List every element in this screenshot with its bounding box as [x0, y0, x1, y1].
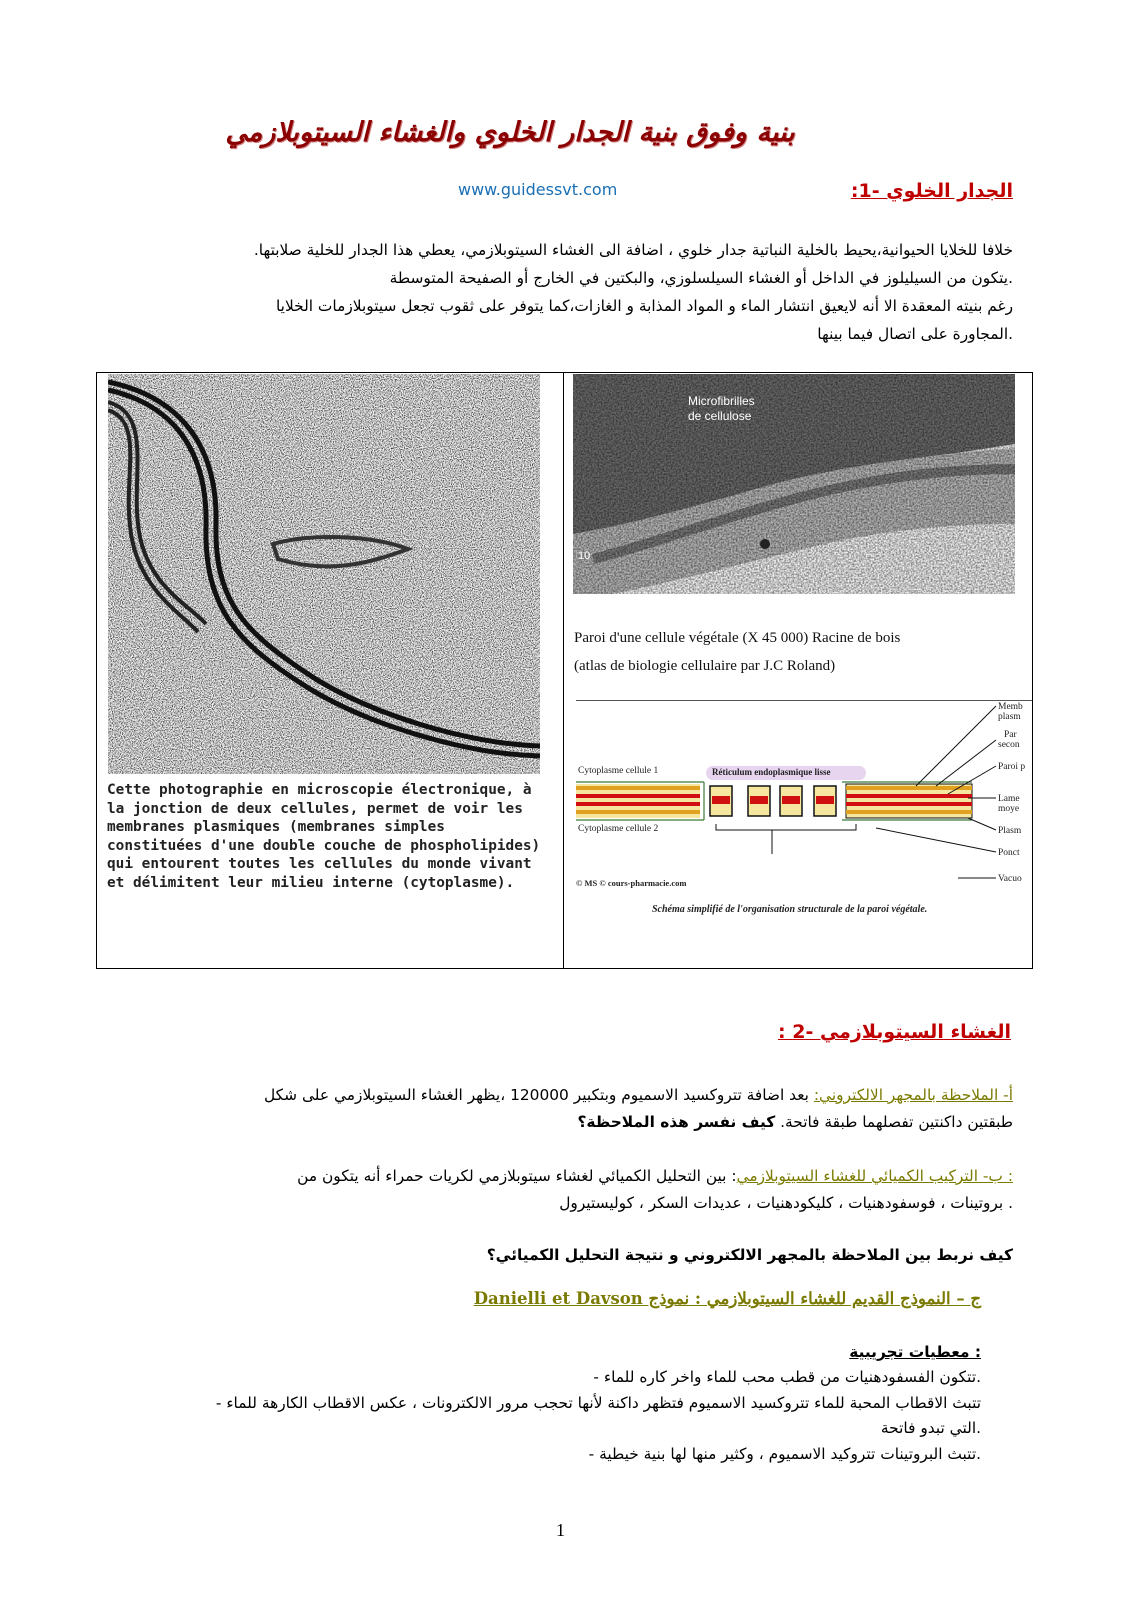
- right-label: Par: [1004, 730, 1017, 740]
- right-label: Plasm: [998, 826, 1022, 836]
- page-title: بنية وفوق بنية الجدار الخلوي والغشاء السيتوبلازمي: [225, 117, 795, 148]
- micro2-caption-line: (atlas de biologie cellulaire par J.C Roland): [574, 658, 836, 674]
- micro2-caption-line: Paroi d'une cellule végétale (X 45 000) Racine de bois: [574, 630, 901, 646]
- data-line: .التي تبدو فاتحة: [880, 1419, 981, 1437]
- wall-segment-left: [576, 784, 700, 818]
- micro2-label-line: de cellulose: [688, 409, 752, 423]
- right-label: Vacuo: [998, 874, 1022, 884]
- website-link[interactable]: www.guidessvt.com: [458, 180, 618, 199]
- composition-paragraph: [190, 1163, 1013, 1217]
- page-number: 1: [556, 1520, 565, 1540]
- section1-line: .يتكون من السيليلوز في الداخل أو الغشاء السيلسلوزي، والبكتين في الخارج أو الصفيحة المتوسطة: [389, 269, 1013, 287]
- figure-divider: [563, 372, 564, 969]
- data-line: .تتبث البروتينات تتروكيد الاسميوم ، وكثير منها لها بنية خيطية -: [588, 1444, 981, 1463]
- right-label: Ponct: [998, 848, 1020, 858]
- section1-line: .المجاورة على اتصال فيما بينها: [817, 325, 1013, 343]
- right-label: Lame: [998, 794, 1020, 804]
- data-line: تتبث الاقطاب المحبة للماء تتروكسيد الاسميوم فتظهر داكنة لأنها تحجب مرور الالكترونات ، عكس الاقطاب الكارهة للماء -: [215, 1393, 981, 1412]
- section1-line: خلافا للخلايا الحيوانية،يحيط بالخلية النباتية جدار خلوي ، اضافة الى الغشاء السيتوبلازمي، يعطي هذا الجدار للخلية صلابتها.: [253, 241, 1013, 259]
- composition-label: : ب- التركيب الكميائي للغشاء السيتوبلازمي: [736, 1167, 1013, 1185]
- scale-label: 10: [578, 550, 591, 562]
- composition-line-2: . بروتينات ، فوسفودهنيات ، كليكودهنيات ، عديدات السكر ، كوليستيرول: [559, 1194, 1013, 1212]
- reticulum-label: Réticulum endoplasmique lisse: [712, 767, 831, 777]
- wall-segment-right: [846, 784, 972, 818]
- section2-heading: الغشاء السيتوبلازمي -2 :: [777, 1021, 1011, 1043]
- section1-paragraph: [98, 236, 1013, 348]
- micrograph1-caption: Cette photographie en microscopie électronique, à la jonction de deux cellules, permet de voir les membranes plasmiques (membranes simples constituées d'une double couche de phospholipides) qui entourent toutes les cellules du monde vivant et délimitent leur milieu interne (cytoplasme).: [107, 782, 541, 891]
- right-label: secon: [998, 740, 1020, 750]
- observation-text2: طبقتين داكنتين تفصلهما طبقة فاتحة.: [775, 1113, 1013, 1131]
- right-label: plasm: [998, 712, 1021, 722]
- cytoplasm1-label: Cytoplasme cellule 1: [578, 766, 659, 776]
- section1-line: رغم بنيته المعقدة الا أنه لايعيق انتشار الماء و المواد المذابة و الغازات،كما يتوفر على ثقوب تجعل سيتوبلازمات الخلايا: [275, 297, 1013, 315]
- observation-paragraph: [140, 1082, 1013, 1136]
- data-list: [110, 1365, 981, 1467]
- cell-wall-micrograph: [573, 374, 1015, 594]
- micro2-label-line: Microfibrilles: [688, 394, 755, 408]
- schema-caption: Schéma simplifié de l'organisation structurale de la paroi végétale.: [652, 904, 928, 915]
- observation-line-2: [140, 1109, 1013, 1136]
- schema-source: © MS © cours-pharmacie.com: [576, 878, 687, 888]
- right-label: moye: [998, 804, 1020, 814]
- observation-line-1: [140, 1082, 1013, 1109]
- section1-heading: الجدار الخلوي -1:: [850, 180, 1013, 202]
- cell-wall-schema: [576, 702, 1032, 964]
- data-heading: : معطيات تجريبية: [849, 1343, 981, 1361]
- observation-text: بعد اضافة تتروكسيد الاسميوم وبتكبير 120000 ،يظهر الغشاء السيتوبلازمي على شكل: [264, 1086, 814, 1104]
- pore-boxes: [710, 786, 836, 816]
- link-question: كيف نربط بين الملاحظة بالمجهر الالكتروني و نتيجة التحليل الكميائي؟: [486, 1246, 1013, 1264]
- observation-label: أ- الملاحظة بالمجهر الالكتروني:: [813, 1086, 1013, 1104]
- composition-line-1: [190, 1163, 1013, 1190]
- micrograph2-caption: [574, 624, 900, 680]
- schema-divider: [576, 700, 1032, 701]
- microfibrils-label: [688, 394, 755, 424]
- observation-question: كيف نفسر هذه الملاحظة؟: [577, 1113, 776, 1131]
- right-label: Memb: [998, 702, 1023, 712]
- data-line: .تتكون الفسفودهنيات من قطب محب للماء واخر كاره للماء -: [593, 1368, 981, 1386]
- cytoplasm2-label: Cytoplasme cellule 2: [578, 824, 659, 834]
- model-heading: ج – النموذج القديم للغشاء السيتوبلازمي : نموذج Danielli et Davson: [473, 1289, 981, 1308]
- membrane-micrograph: [108, 374, 540, 774]
- composition-text: : بين التحليل الكميائي لغشاء سيتوبلازمي لكريات حمراء أنه يتكون من: [297, 1167, 737, 1185]
- right-label: Paroi p: [998, 762, 1026, 772]
